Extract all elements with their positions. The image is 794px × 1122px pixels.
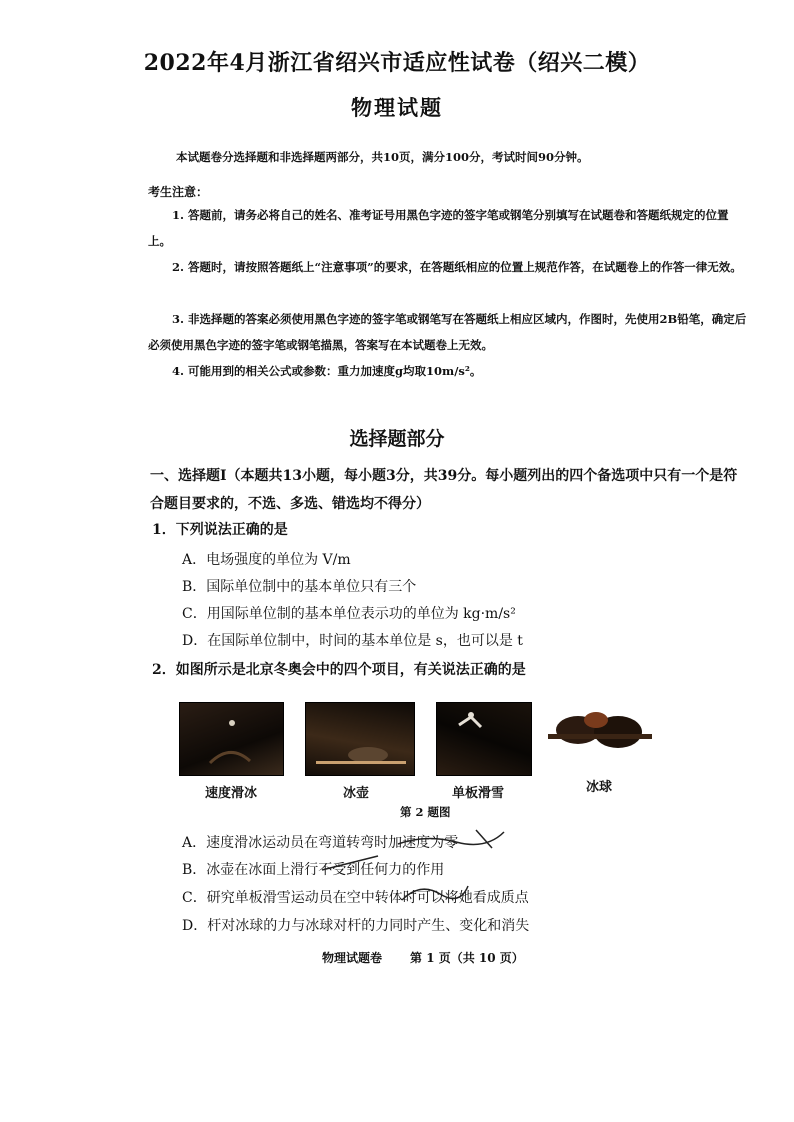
- question-1-option-d: D．在国际单位制中，时间的基本单位是 s，也可以是 t: [182, 633, 523, 649]
- exam-subtitle: 物理试题: [351, 95, 443, 120]
- notice-item: 1. 答题前，请务必将自己的姓名、准考证号用黑色字迹的签字笔或钢笔分别填写在试题卷和答题纸规定的位置上。: [148, 208, 729, 248]
- question-1-option-a: A．电场强度的单位为 V/m: [182, 552, 351, 568]
- footer-paper-name: 物理试题卷: [322, 951, 383, 965]
- speed-skating-photo: [179, 702, 284, 776]
- caption-ice-hockey: 冰球: [586, 780, 613, 795]
- notice-item: 4. 可能用到的相关公式或参数：重力加速度g均取10m/s²。: [172, 364, 482, 378]
- notice-heading: 考生注意：: [148, 185, 209, 199]
- question-1-option-b: B．国际单位制中的基本单位只有三个: [182, 579, 417, 595]
- snowboarder-silhouette-icon: [437, 703, 531, 775]
- curling-photo: [305, 702, 415, 776]
- question-2-option-d: D．杆对冰球的力与冰球对杆的力同时产生、变化和消失: [182, 918, 530, 934]
- footer-page-number: 第 1 页（共 10 页）: [410, 951, 524, 965]
- caption-speed-skating: 速度滑冰: [205, 786, 258, 801]
- question-1-option-c: C．用国际单位制的基本单位表示功的单位为 kg·m/s²: [182, 606, 516, 622]
- section-title: 选择题部分: [349, 428, 445, 450]
- skater-silhouette-icon: [180, 703, 283, 775]
- question-2-stem: 2．如图所示是北京冬奥会中的四个项目，有关说法正确的是: [152, 662, 526, 678]
- question-2-option-a: A．速度滑冰运动员在弯道转弯时加速度为零: [182, 835, 459, 851]
- intro-text: 本试题卷分选择题和非选择题两部分，共10页，满分100分，考试时间90分钟。: [176, 150, 589, 164]
- question-2-option-c: C．研究单板滑雪运动员在空中转体时可以将她看成质点: [182, 890, 529, 906]
- hockey-players-icon: [548, 700, 652, 756]
- figure-caption: 第 2 题图: [400, 805, 451, 819]
- curler-silhouette-icon: [306, 703, 414, 775]
- question-1-stem: 1．下列说法正确的是: [152, 522, 288, 538]
- snowboard-photo: [436, 702, 532, 776]
- notice-item: 2. 答题时，请按照答题纸上“注意事项”的要求，在答题纸相应的位置上规范作答，在试题卷上的作答一律无效。: [172, 260, 742, 274]
- ice-hockey-photo: [548, 700, 652, 756]
- exam-title: 2022年4月浙江省绍兴市适应性试卷（绍兴二模）: [143, 50, 651, 76]
- part-heading: 一、选择题Ⅰ（本题共13小题，每小题3分，共39分。每小题列出的四个备选项中只有一个是符合题目要求的，不选、多选、错选均不得分）: [150, 468, 738, 512]
- notice-item: 3. 非选择题的答案必须使用黑色字迹的签字笔或钢笔写在答题纸上相应区域内，作图时，先使用2B铅笔，确定后必须使用黑色字迹的签字笔或钢笔描黑，答案写在本试题卷上无效。: [148, 312, 747, 352]
- page-footer: [322, 949, 552, 966]
- caption-snowboard: 单板滑雪: [452, 786, 505, 801]
- caption-curling: 冰壶: [343, 786, 370, 801]
- question-2-option-b: B．冰壶在冰面上滑行不受到任何力的作用: [182, 862, 445, 878]
